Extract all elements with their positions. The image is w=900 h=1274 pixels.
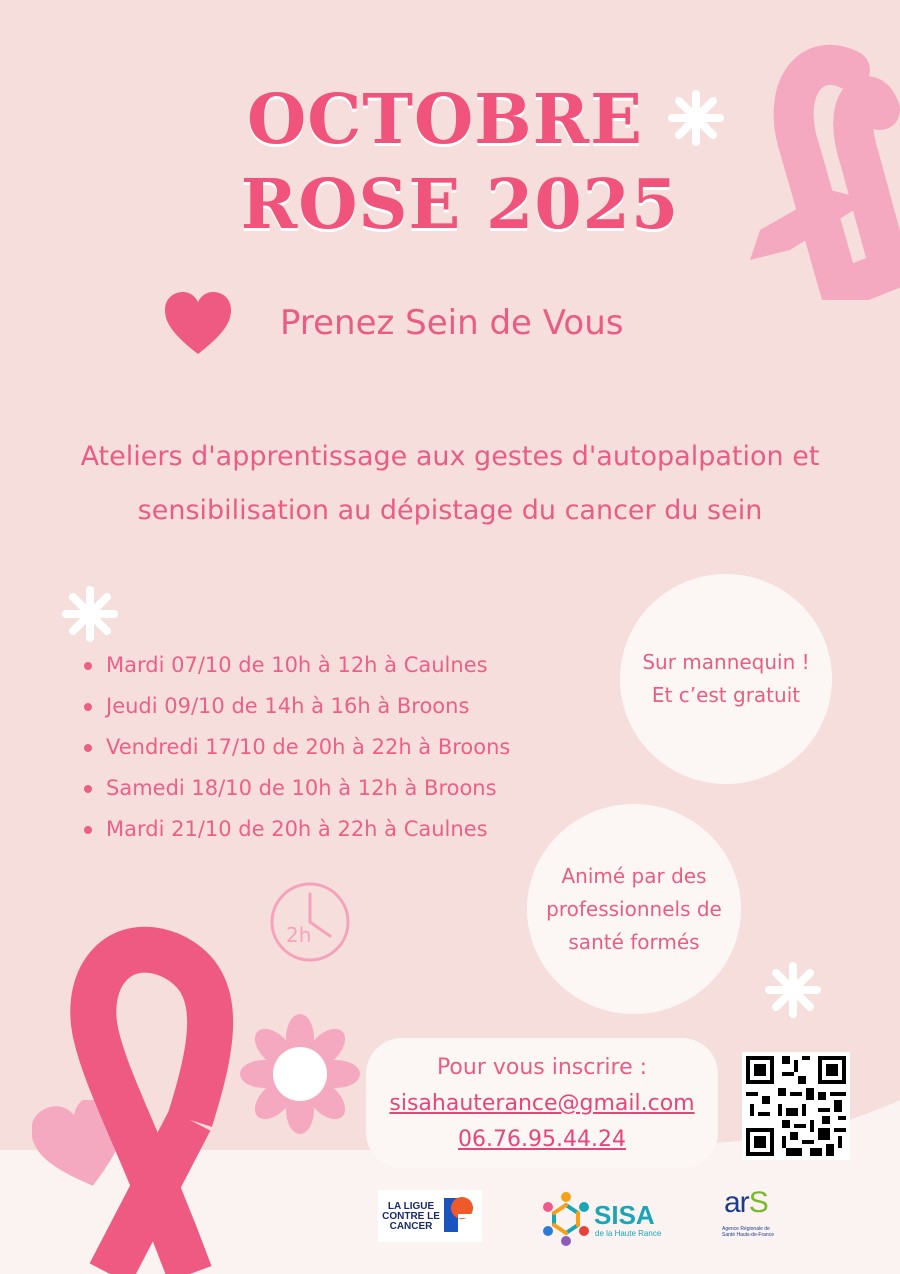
session-item: Jeudi 09/10 de 14h à 16h à Broons	[82, 686, 510, 727]
sparkle-icon	[765, 962, 821, 1018]
flower-icon	[238, 1012, 362, 1136]
session-list	[82, 645, 510, 850]
ligue-logo	[378, 1190, 482, 1242]
session-item: Mardi 21/10 de 20h à 22h à Caulnes	[82, 809, 510, 850]
bubble-line: professionnels de	[546, 896, 722, 921]
email-link[interactable]: sisahauterance@gmail.com	[389, 1091, 695, 1116]
free-bubble	[620, 574, 832, 784]
bubble-line: Et c’est gratuit	[651, 683, 801, 707]
intro-text: Ateliers d'apprentissage aux gestes d'autopalpation et sensibilisation au dépistage du cancer du sein	[80, 441, 820, 526]
phone-link[interactable]: 06.76.95.44.24	[458, 1127, 626, 1152]
sisa-logo-subtitle: de la Haute Rance	[595, 1229, 662, 1238]
session-item: Samedi 18/10 de 10h à 12h à Broons	[82, 768, 510, 809]
session-item: Vendredi 17/10 de 20h à 22h à Broons	[82, 727, 510, 768]
sisa-logo-icon	[540, 1190, 592, 1248]
ligue-logo-text: LA LIGUE CONTRE LE CANCER	[382, 1201, 440, 1232]
clock-icon	[268, 880, 352, 964]
title-line-2: ROSE 2025	[240, 165, 680, 245]
bubble-line: santé formés	[568, 929, 700, 954]
ars-logo-s: S	[748, 1186, 768, 1219]
ars-logo-text	[724, 1186, 768, 1220]
bubble-line: Sur mannequin !	[642, 650, 810, 674]
bubble-line: Animé par des	[561, 863, 707, 888]
title-line-1: OCTOBRE	[246, 80, 643, 160]
ars-logo-ar: ar	[724, 1186, 749, 1219]
qr-code[interactable]	[742, 1052, 850, 1160]
tagline: Prenez Sein de Vous	[280, 303, 624, 343]
duration-label: 2h	[286, 923, 312, 947]
ligue-emblem-icon	[438, 1194, 478, 1236]
ribbon-icon	[40, 920, 260, 1274]
session-item: Mardi 07/10 de 10h à 12h à Caulnes	[82, 645, 510, 686]
sisa-logo-text: SISA	[594, 1200, 655, 1230]
ars-logo-subtitle: Agence Régionale de Santé Hauts-de-France	[722, 1226, 774, 1238]
contact-box	[366, 1038, 718, 1168]
heart-icon	[165, 292, 231, 356]
contact-label: Pour vous inscrire :	[436, 1055, 648, 1080]
trainers-bubble	[527, 804, 741, 1014]
sparkle-icon	[62, 586, 118, 642]
